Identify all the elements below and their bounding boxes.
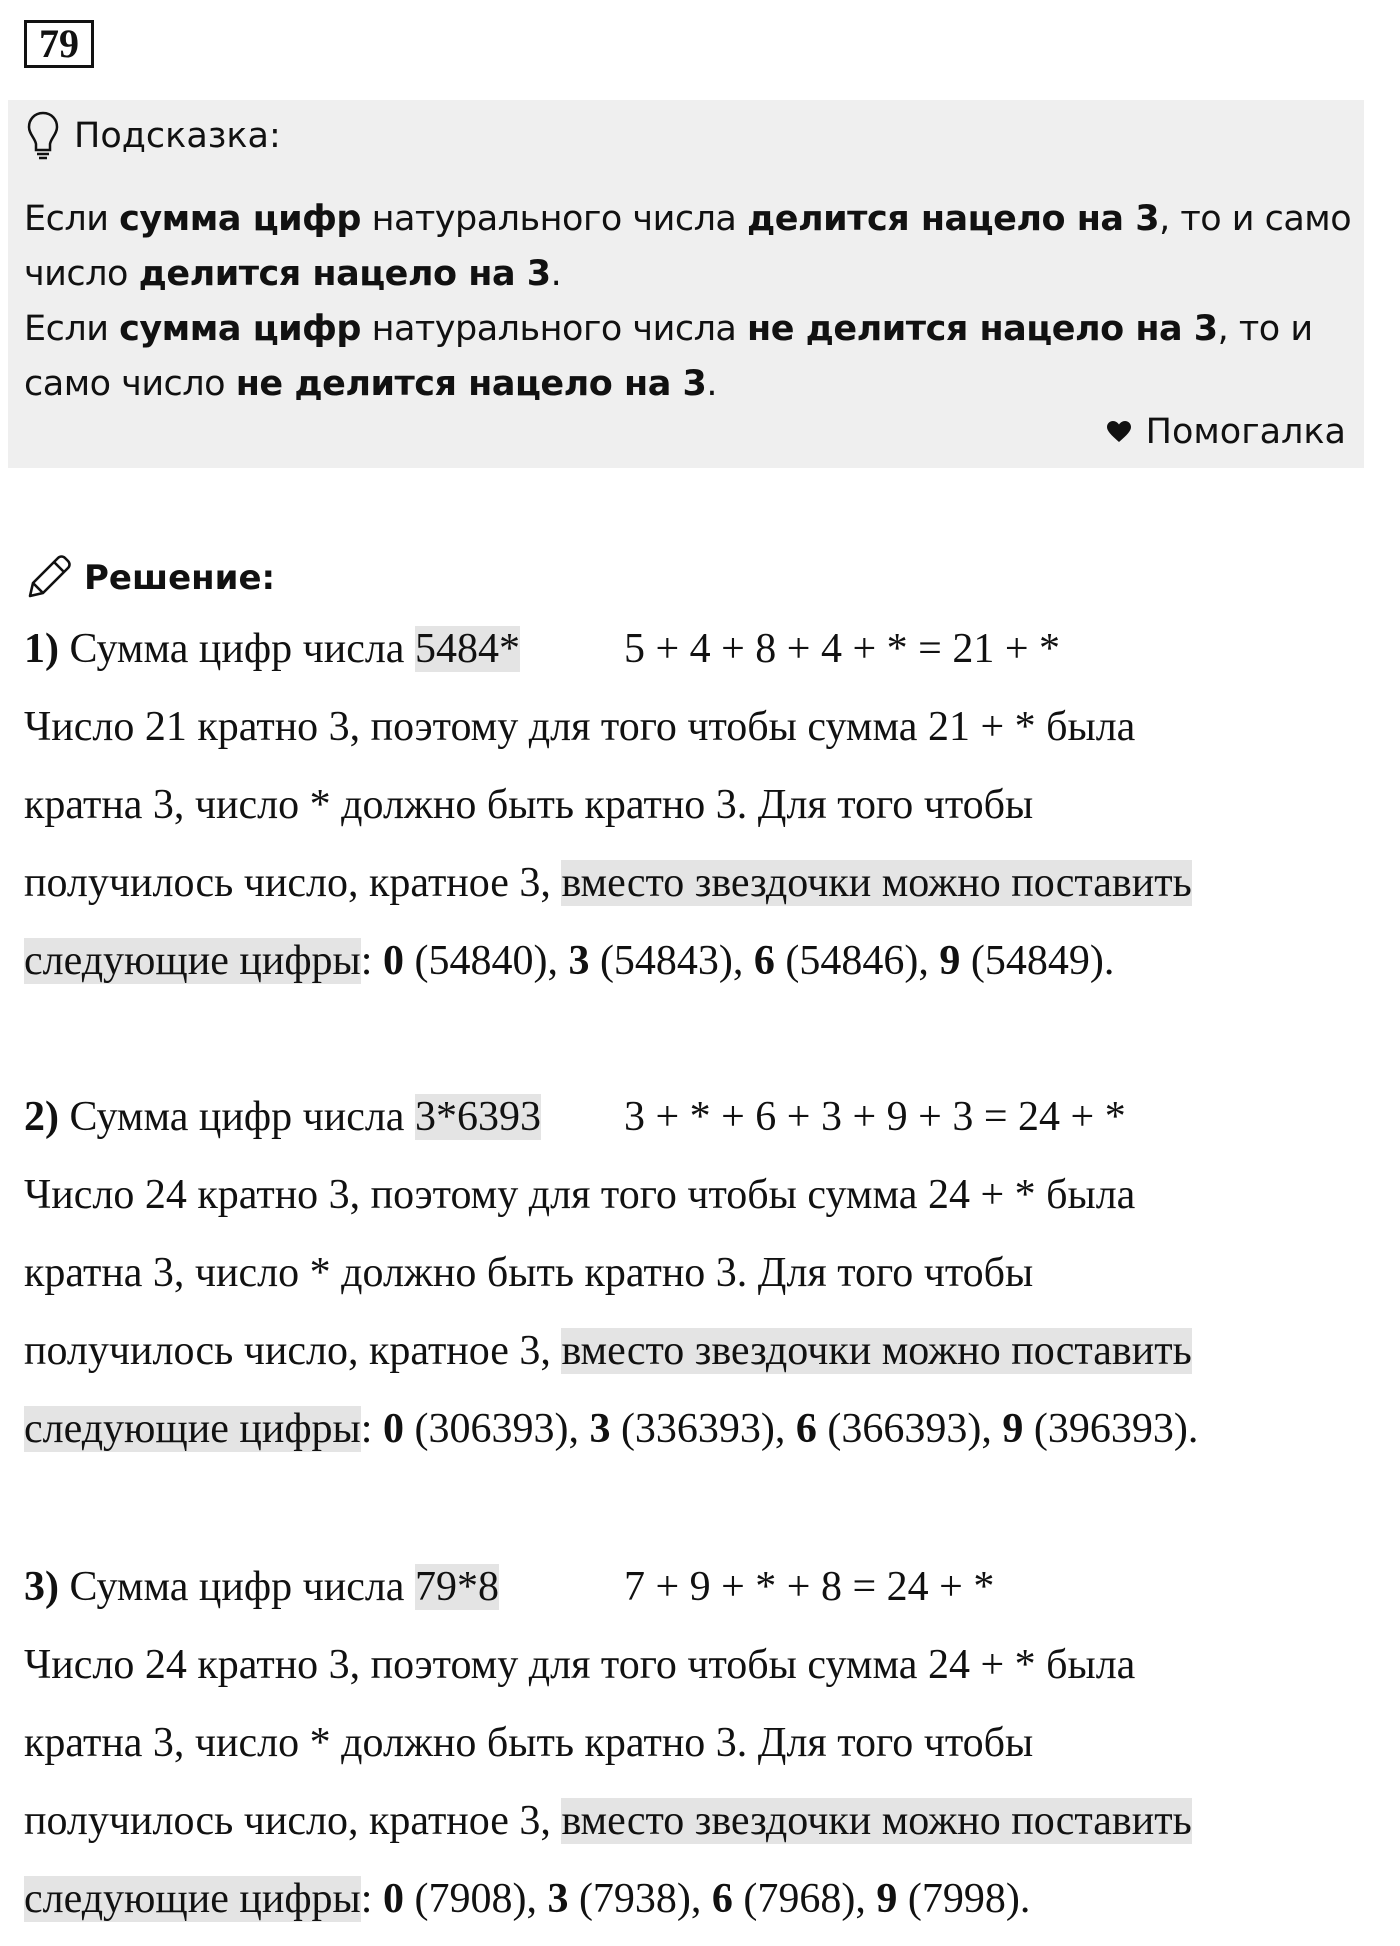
task-line xyxy=(24,1390,1364,1468)
task-text: получилось число, кратное 3, xyxy=(24,1328,562,1374)
task-line xyxy=(24,1312,1364,1390)
solution-header xyxy=(22,548,275,608)
hint-emphasis: делится нацело на 3 xyxy=(138,254,551,294)
task-label: 3) xyxy=(24,1564,59,1610)
hint-text-segment: число xyxy=(24,254,139,294)
task-block xyxy=(24,1548,1364,1938)
punctuation: : xyxy=(360,1876,383,1922)
answer-digit: 3 xyxy=(568,938,590,984)
task-line xyxy=(24,1860,1364,1938)
punctuation: , xyxy=(547,938,569,984)
hint-emphasis: не делится нацело на 3 xyxy=(747,309,1218,349)
hint-text-segment: , то и само xyxy=(1159,199,1352,239)
answer-number: (7938) xyxy=(568,1876,691,1922)
task-line xyxy=(24,922,1364,1000)
hint-text-segment: натурального числа xyxy=(360,309,748,349)
task-number: 3*6393 xyxy=(414,1094,541,1140)
task-line xyxy=(24,610,1364,688)
answer-number: (396393) xyxy=(1023,1406,1188,1452)
task-line xyxy=(24,844,1364,922)
task-line xyxy=(24,1782,1364,1860)
highlighted-text: вместо звездочки можно поставить xyxy=(561,1328,1192,1374)
answer-number: (54843) xyxy=(589,938,733,984)
task-block xyxy=(24,610,1364,1000)
task-label: 1) xyxy=(24,626,59,672)
pencil-icon xyxy=(22,552,74,604)
punctuation: , xyxy=(690,1876,712,1922)
highlighted-text: следующие цифры xyxy=(24,1406,361,1452)
hint-text-segment: . xyxy=(550,254,562,294)
task-line: Число 24 кратно 3, поэтому для того чтобы сумма 24 + * была xyxy=(24,1172,1136,1218)
task-block xyxy=(24,1078,1364,1468)
answer-number: (54849) xyxy=(960,938,1104,984)
hint-text-segment: . xyxy=(706,364,718,404)
answer-digit: 9 xyxy=(939,938,961,984)
hint-text-segment: , то и xyxy=(1217,309,1313,349)
answer-digit: 3 xyxy=(589,1406,611,1452)
answer-number: (54846) xyxy=(774,938,919,984)
answer-digit: 6 xyxy=(795,1406,817,1452)
task-line: кратна 3, число * должно быть кратно 3. Для того чтобы xyxy=(24,1250,1034,1296)
answer-digit: 9 xyxy=(1002,1406,1024,1452)
task-line xyxy=(24,1078,1364,1156)
answer-number: (306393) xyxy=(403,1406,569,1452)
hint-emphasis: делится нацело на 3 xyxy=(747,199,1160,239)
hint-line xyxy=(24,247,1354,302)
task-line: кратна 3, число * должно быть кратно 3. Для того чтобы xyxy=(24,1720,1034,1766)
task-line: Число 21 кратно 3, поэтому для того чтобы сумма 21 + * была xyxy=(24,704,1136,750)
highlighted-text: следующие цифры xyxy=(24,1876,361,1922)
punctuation: , xyxy=(774,1406,796,1452)
hint-text-segment: само число xyxy=(24,364,236,404)
punctuation: : xyxy=(360,1406,383,1452)
task-number: 79*8 xyxy=(414,1564,499,1610)
punctuation: . xyxy=(1187,1406,1199,1452)
punctuation: . xyxy=(1103,938,1115,984)
answer-digit: 0 xyxy=(382,938,404,984)
hint-text-segment: натурального числа xyxy=(360,199,748,239)
punctuation: , xyxy=(526,1876,548,1922)
answer-digit: 6 xyxy=(753,938,775,984)
answer-number: (7908) xyxy=(403,1876,527,1922)
hint-text-segment: Если xyxy=(24,199,120,239)
solution-title: Решение: xyxy=(84,558,276,598)
hint-header xyxy=(26,108,281,164)
task-intro: Сумма цифр числа xyxy=(59,1094,415,1140)
credit xyxy=(1106,412,1346,452)
answer-number: (366393) xyxy=(816,1406,982,1452)
answer-number: (7968) xyxy=(732,1876,856,1922)
hint-line xyxy=(24,302,1354,357)
answer-digit: 6 xyxy=(711,1876,733,1922)
punctuation: , xyxy=(732,938,754,984)
punctuation: . xyxy=(1019,1876,1031,1922)
hint-line xyxy=(24,357,1354,412)
task-label: 2) xyxy=(24,1094,59,1140)
hint-emphasis: не делится нацело на 3 xyxy=(235,364,707,404)
task-line: кратна 3, число * должно быть кратно 3. Для того чтобы xyxy=(24,782,1034,828)
answer-digit: 9 xyxy=(876,1876,898,1922)
hint-emphasis: сумма цифр xyxy=(119,309,361,349)
task-intro: Сумма цифр числа xyxy=(59,1564,415,1610)
highlighted-text: вместо звездочки можно поставить xyxy=(561,860,1192,906)
hint-title: Подсказка: xyxy=(74,116,281,156)
highlighted-text: вместо звездочки можно поставить xyxy=(561,1798,1192,1844)
hint-text-segment: Если xyxy=(24,309,120,349)
lightbulb-icon xyxy=(26,110,60,162)
task-text: получилось число, кратное 3, xyxy=(24,860,562,906)
hint-panel xyxy=(8,100,1364,468)
credit-label: Помогалка xyxy=(1145,412,1346,452)
task-line xyxy=(24,1548,1364,1626)
heart-icon xyxy=(1106,420,1132,444)
answer-number: (54840) xyxy=(403,938,548,984)
highlighted-text: следующие цифры xyxy=(24,938,361,984)
task-line: Число 24 кратно 3, поэтому для того чтобы сумма 24 + * была xyxy=(24,1642,1136,1688)
hint-emphasis: сумма цифр xyxy=(119,199,361,239)
answer-digit: 0 xyxy=(382,1406,404,1452)
answer-digit: 0 xyxy=(382,1876,404,1922)
answer-digit: 3 xyxy=(547,1876,569,1922)
hint-text xyxy=(24,192,1354,412)
digit-sum-expression: 3 + * + 6 + 3 + 9 + 3 = 24 + * xyxy=(623,1094,1126,1140)
hint-line xyxy=(24,192,1354,247)
digit-sum-expression: 5 + 4 + 8 + 4 + * = 21 + * xyxy=(623,626,1061,672)
answer-number: (336393) xyxy=(610,1406,775,1452)
exercise-number: 79 xyxy=(24,20,94,68)
task-text: получилось число, кратное 3, xyxy=(24,1798,562,1844)
punctuation: , xyxy=(855,1876,877,1922)
task-intro: Сумма цифр числа xyxy=(59,626,415,672)
digit-sum-expression: 7 + 9 + * + 8 = 24 + * xyxy=(623,1564,995,1610)
answer-number: (7998) xyxy=(897,1876,1020,1922)
punctuation: : xyxy=(360,938,383,984)
task-number: 5484* xyxy=(414,626,520,672)
punctuation: , xyxy=(981,1406,1003,1452)
punctuation: , xyxy=(568,1406,590,1452)
punctuation: , xyxy=(918,938,940,984)
